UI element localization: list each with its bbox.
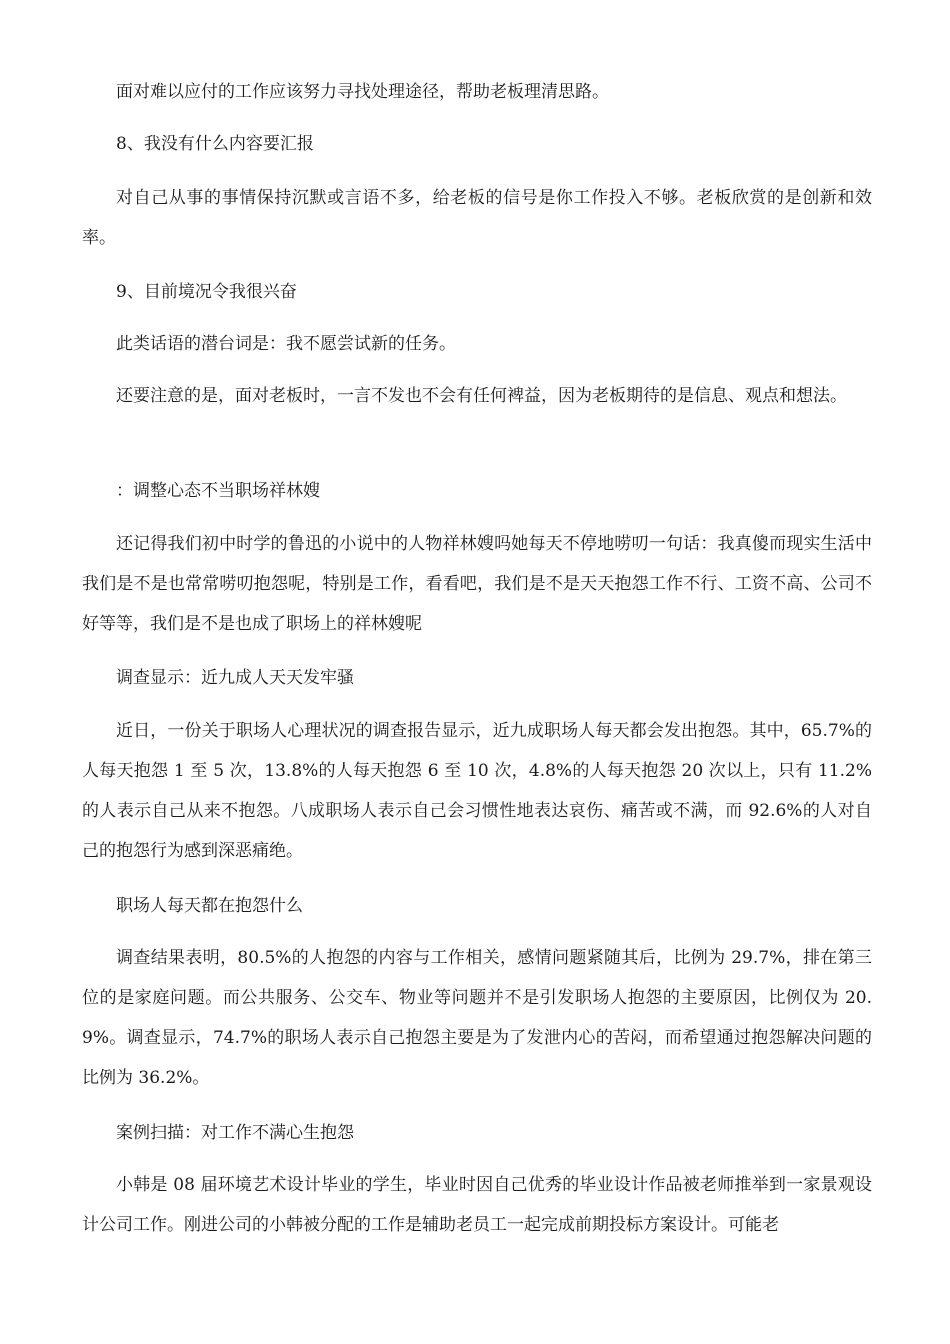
paragraph-8: 小韩是 08 届环境艺术设计毕业的学生，毕业时因自己优秀的毕业设计作品被老师推举到一家景观设计公司工作。刚进公司的小韩被分配的工作是辅助老员工一起完成前期投标方案设计。可能老 [82,1175,872,1235]
section-heading-xianglinsao: ：调整心态不当职场祥林嫂 [116,481,320,501]
subheading-survey: 调查显示：近九成人天天发牢骚 [116,668,354,688]
paragraph-1: 面对难以应付的工作应该努力寻找处理途径，帮助老板理清思路。 [116,82,609,102]
paragraph-5: 还记得我们初中时学的鲁迅的小说中的人物祥林嫂吗她每天不停地唠叨一句话：我真傻而现实生活中我们是不是也常常唠叨抱怨呢，特别是工作，看看吧，我们是不是天天抱怨工作不行、工资不高、公司不好等等，我们是不是也成了职场上的祥林嫂呢 [82,534,872,634]
paragraph-6: 近日，一份关于职场人心理状况的调查报告显示，近九成职场人每天都会发出抱怨。其中，65.7%的人每天抱怨 1 至 5 次，13.8%的人每天抱怨 6 至 10 次，4.8%的人每天抱怨 20 次以上，只有 11.2%的人表示自己从来不抱怨。八成职场人表示自己会习惯性地表达哀伤、痛苦或不满，而 92.6%的人对自己的抱怨行为感到深恶痛绝。 [82,721,872,861]
paragraph-4: 还要注意的是，面对老板时，一言不发也不会有任何裨益，因为老板期待的是信息、观点和想法。 [116,386,847,406]
paragraph-2: 对自己从事的事情保持沉默或言语不多，给老板的信号是你工作投入不够。老板欣赏的是创新和效率。 [82,188,872,248]
paragraph-7: 调查结果表明，80.5%的人抱怨的内容与工作相关，感情问题紧随其后，比例为 29.7%，排在第三位的是家庭问题。而公共服务、公交车、物业等问题并不是引发职场人抱怨的主要原因，比例仅为 20.9%。调查显示，74.7%的职场人表示自己抱怨主要是为了发泄内心的苦闷，而希望通过抱怨解决问题的比例为 36.2%。 [82,948,872,1088]
subheading-case: 案例扫描：对工作不满心生抱怨 [116,1123,354,1143]
subheading-complaints: 职场人每天都在抱怨什么 [116,896,303,916]
heading-9: 9、目前境况令我很兴奋 [116,282,297,302]
heading-8: 8、我没有什么内容要汇报 [116,134,314,154]
paragraph-3: 此类话语的潜台词是：我不愿尝试新的任务。 [116,334,456,354]
